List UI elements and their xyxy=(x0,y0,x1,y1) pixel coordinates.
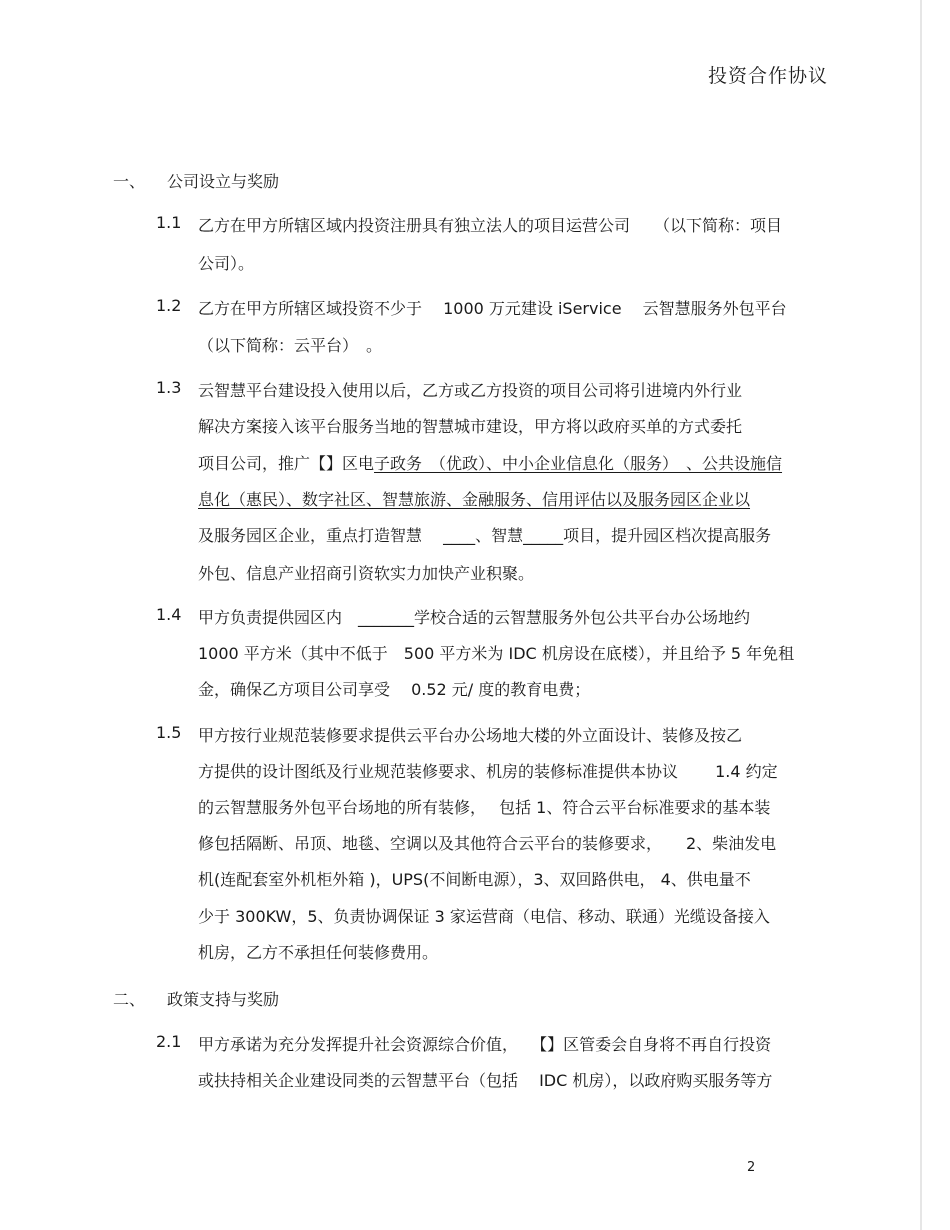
clause-line: 公司）。 xyxy=(198,254,255,273)
clause-line-underlined: 息化（惠民）、数字社区、智慧旅游、金融服务、信用评估以及服务园区企业以 xyxy=(198,490,751,509)
blank-field: _____ xyxy=(523,526,564,545)
clause-line: 的云智慧服务外包平台场地的所有装修， 包括 1、符合云平台标准要求的基本装 xyxy=(198,798,771,817)
section-title: 公司设立与奖励 xyxy=(167,172,280,191)
clause-text: 及服务园区企业，重点打造智慧 xyxy=(198,526,444,545)
header-title: 投资合作协议 xyxy=(708,65,829,87)
clause-line xyxy=(198,523,771,546)
clause-text: 项目公司，推广【】区电 xyxy=(198,454,375,473)
clause-line: 修包括隔断、吊顶、地毯、空调以及其他符合云平台的装修要求， 2、柴油发电 xyxy=(198,834,777,853)
clause-text: 学校合适的云智慧服务外包公共平台办公场地约 xyxy=(414,608,751,627)
clause-line: 甲方按行业规范装修要求提供云平台办公场地大楼的外立面设计、装修及按乙 xyxy=(198,726,743,745)
clause-line: 外包、信息产业招商引资软实力加快产业积聚。 xyxy=(198,564,535,583)
page-number: 2 xyxy=(747,1160,756,1175)
clause-line: 云智慧平台建设投入使用以后，乙方或乙方投资的项目公司将引进境内外行业 xyxy=(198,381,743,400)
clause-text: 项目，提升园区档次提高服务 xyxy=(563,526,772,545)
section-number: 一、 xyxy=(113,172,146,191)
section-number: 二、 xyxy=(113,990,146,1009)
page-edge-divider xyxy=(920,0,922,1230)
clause-number: 1.5 xyxy=(156,723,182,742)
underlined-text: 子政务 （优政）、中小企业信息化（服务） 、公共设施信 xyxy=(374,454,783,473)
clause-line: 甲方承诺为充分发挥提升社会资源综合价值， 【】区管委会自身将不再自行投资 xyxy=(198,1035,772,1054)
blank-field: ____、 xyxy=(443,526,492,545)
clause-number: 2.1 xyxy=(156,1032,182,1051)
blank-field: _______ xyxy=(358,608,415,627)
section-title: 政策支持与奖励 xyxy=(167,990,280,1009)
clause-text: 智慧 xyxy=(491,526,524,545)
clause-line: 解决方案接入该平台服务当地的智慧城市建设，甲方将以政府买单的方式委托 xyxy=(198,417,743,436)
clause-text: 甲方负责提供园区内 xyxy=(198,608,359,627)
clause-number: 1.4 xyxy=(156,605,182,624)
clause-line: （以下简称：云平台） 。 xyxy=(198,336,383,355)
clause-line: 机房，乙方不承担任何装修费用。 xyxy=(198,943,439,962)
clause-number: 1.1 xyxy=(156,213,182,232)
clause-line: 1000 平方米（其中不低于 500 平方米为 IDC 机房设在底楼），并且给予 5 年免租 xyxy=(198,644,795,663)
clause-line: 或扶持相关企业建设同类的云智慧平台（包括 IDC 机房），以政府购买服务等方 xyxy=(198,1071,773,1090)
clause-line: 少于 300KW，5、负责协调保证 3 家运营商（电信、移动、联通）光缆设备接入 xyxy=(198,907,770,926)
clause-line: 方提供的设计图纸及行业规范装修要求、机房的装修标准提供本协议 1.4 约定 xyxy=(198,762,778,781)
clause-line xyxy=(198,451,782,474)
clause-number: 1.2 xyxy=(156,296,182,315)
clause-line xyxy=(198,605,750,628)
clause-line: 乙方在甲方所辖区域内投资注册具有独立法人的项目运营公司 （以下简称：项目 xyxy=(198,216,783,235)
clause-line: 乙方在甲方所辖区域投资不少于 1000 万元建设 iService 云智慧服务外包平台 xyxy=(198,299,787,318)
clause-line: 机(连配套室外机柜外箱 )，UPS(不间断电源），3、双回路供电， 4、供电量不 xyxy=(198,870,751,889)
clause-line: 金，确保乙方项目公司享受 0.52 元/ 度的教育电费； xyxy=(198,680,591,699)
clause-number: 1.3 xyxy=(156,378,182,397)
